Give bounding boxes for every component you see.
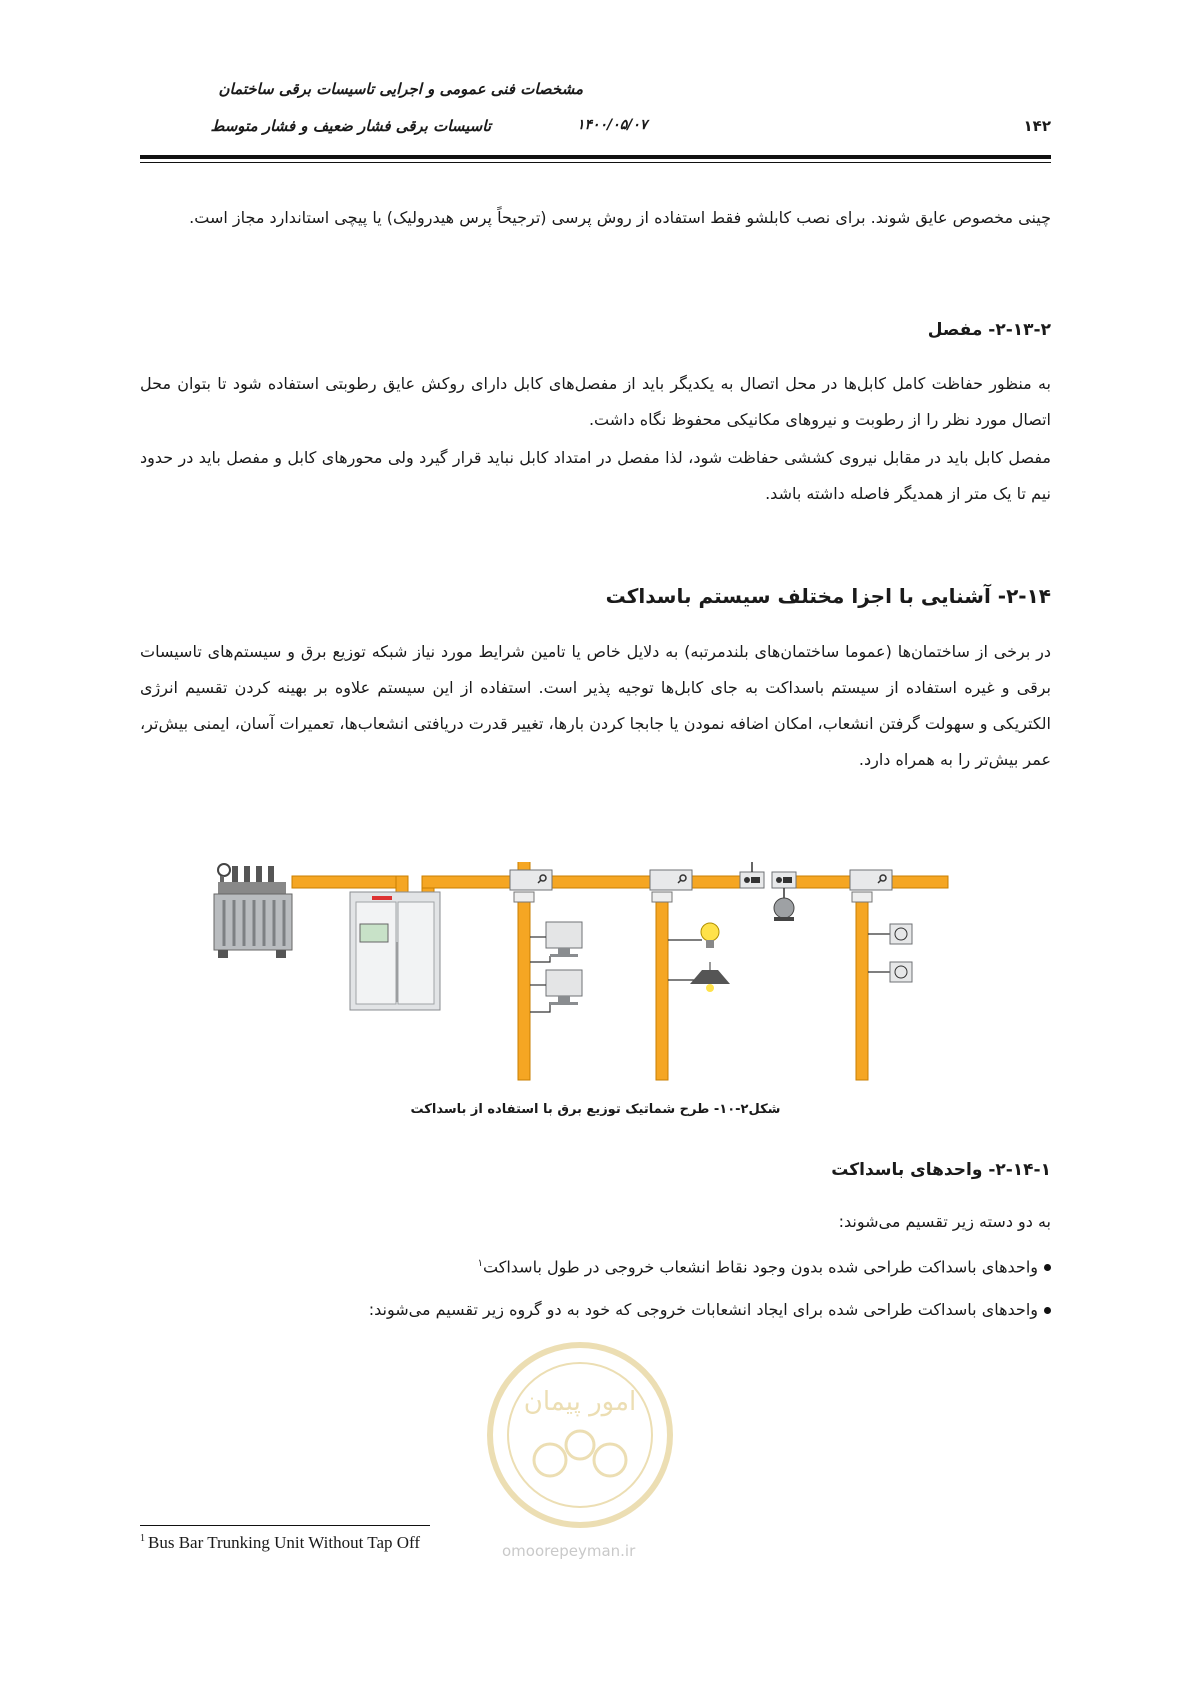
lamp-icon [668, 923, 730, 992]
bullet-text-1: واحدهای باسداکت طراحی شده بدون وجود نقاط انشعاب خروجی در طول باسداکت [482, 1257, 1038, 1277]
section-heading-units: ۲-۱۴-۱- واحدهای باسداکت [831, 1160, 1051, 1180]
motor-icon [742, 862, 794, 921]
header-date: ۱۴۰۰/۰۵/۰۷ [577, 117, 648, 133]
section-heading-joint: ۲-۱۳-۲- مفصل [927, 320, 1051, 340]
intro-paragraph: چینی مخصوص عایق شوند. برای نصب کابلشو فقط استفاده از روش پرسی (ترجیحاً پرس هیدرولیک) یا پیچی استاندارد مجاز است. [189, 208, 1051, 227]
header-rule-thick [140, 155, 1051, 159]
figure-caption: شکل۲-۱۰- طرح شماتیک توزیع برق با استفاده از باسداکت [410, 1102, 781, 1117]
transformer-icon [214, 864, 292, 958]
bullet-dot [1044, 1307, 1051, 1314]
switchgear-cabinet-icon [350, 892, 440, 1010]
watermark-url: omoorepeyman.ir [502, 1542, 636, 1560]
footnote [140, 1533, 420, 1553]
joint-paragraph-2: مفصل کابل باید در مقابل نیروی کششی حفاظت شود، لذا مفصل در امتداد کابل نباید قرار گیرد ولی محورهای کابل و مفصل باید در حدود نیم تا یک متر از همدیگر فاصله داشته باشد. [140, 448, 1051, 503]
header-title: مشخصات فنی عمومی و اجرایی تاسیسات برقی ساختمان [218, 80, 583, 98]
units-intro: به دو دسته زیر تقسیم می‌شوند: [838, 1212, 1051, 1231]
motor-starter-icon [740, 872, 796, 888]
footnote-text: Bus Bar Trunking Unit Without Tap Off [148, 1533, 421, 1552]
watermark-logo-text: امور پیمان [523, 1387, 637, 1417]
page-number: ۱۴۲ [1023, 117, 1051, 135]
bullet-item-2 [140, 1292, 1051, 1328]
busduct-paragraph: در برخی از ساختمان‌ها (عموما ساختمان‌های بلندمرتبه) به دلایل خاص یا تامین شرایط مورد نیاز شبکه توزیع برق و سیستم‌های تاسیسات برقی و غیره استفاده از سیستم باسداکت به جای کابل‌ها توجیه پذیر است. استفاده از این سیستم علاوه بر بهینه کردن تقسیم انرژی الکتریکی و سهولت گرفتن انشعاب، امکان اضافه نمودن یا جابجا کردن بارها، تغییر قدرت دریافتی انشعاب‌ها، تعمیرات آسان، ایمنی بیش‌تر، عمر بیش‌تر را به همراه دارد. [140, 642, 1051, 769]
joint-paragraph-1: به منظور حفاظت کامل کابل‌ها در محل اتصال به یکدیگر باید از مفصل‌های کابل دارای روکش عایق رطوبتی استفاده شود تا بتوان محل اتصال مورد نظر را از رطوبت و نیروهای مکانیکی محفوظ نگاه داشت. [140, 374, 1051, 429]
busduct-schematic-figure [210, 862, 1000, 1082]
header-rule-thin [140, 162, 1051, 163]
bullet-dot [1044, 1264, 1051, 1271]
watermark-logo [470, 1335, 690, 1535]
footnote-number: 1 [140, 1533, 145, 1545]
socket-icons [868, 924, 912, 982]
bullet-text-2: واحدهای باسداکت طراحی شده برای ایجاد انشعابات خروجی که خود به دو گروه زیر تقسیم می‌شوند: [368, 1300, 1038, 1319]
footnote-rule [140, 1525, 430, 1526]
footnote-reference: ۱ [477, 1258, 483, 1269]
section-heading-busduct: ۲-۱۴- آشنایی با اجزا مختلف سیستم باسداکت [605, 584, 1051, 608]
header-subtitle: تاسیسات برقی فشار ضعیف و فشار متوسط [210, 117, 491, 135]
bullet-item-1 [140, 1246, 1051, 1285]
